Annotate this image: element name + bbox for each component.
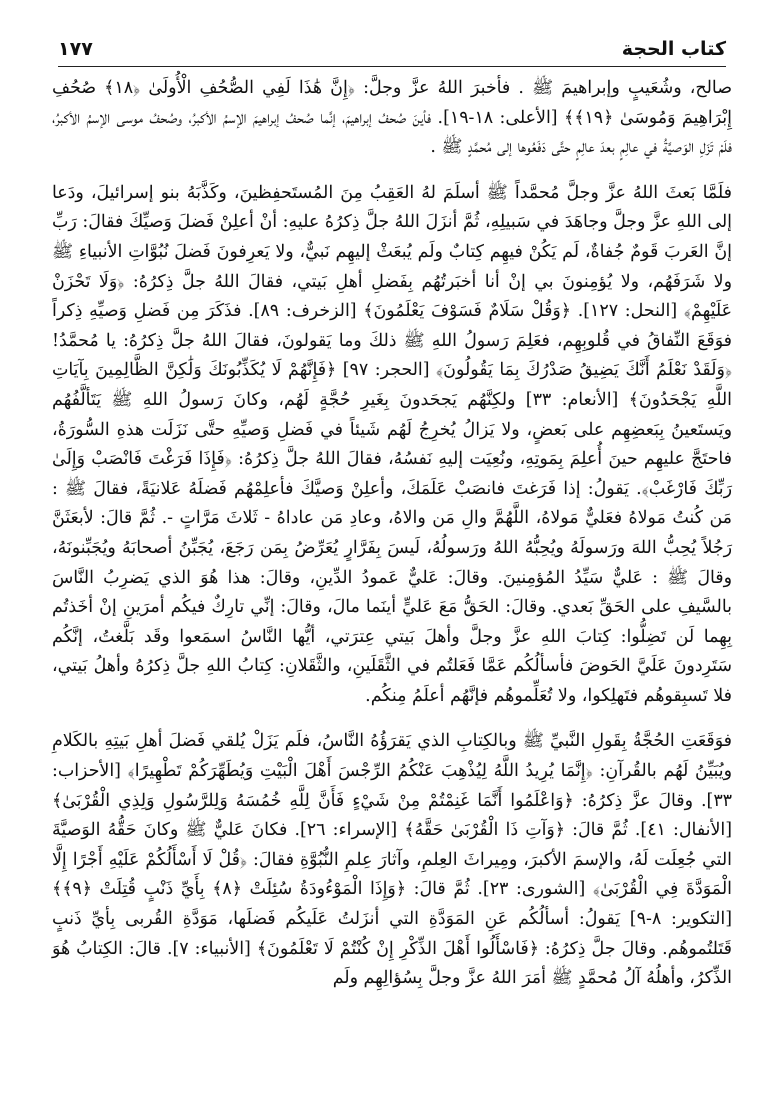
page-header <box>58 24 726 67</box>
page-number: ١٧٧ <box>58 38 93 60</box>
book-title: كتاب الحجة <box>621 38 726 60</box>
paragraph-1: صالح، وشُعَيبٍ وإبراهيمَ ﷺ . فأخبرَ اللهُ عزَّ وجلَّ: ﴿إِنَّ هَٰذَا لَفِي الصُّحُفِ الْأُولَىٰ ﴿١٨﴾ صُحُفِ إِبْرَاهِيمَ وَمُوسَىٰ ﴿١٩﴾﴾ [الأعلى: ١٨-١٩]. فأينَ صُحفُ إبراهيمَ، إنَّما صُحفُ إبراهيمَ الإسمُ الأكبرُ، وصُحفُ موسى الإسمُ الأكبرُ، فلَمْ تَزَلِ الوَصيَّةُ في عالِمٍ بعدَ عالِمٍ حتَّى دَفَعُوها إلى مُحمَّدٍ ﷺ . <box>52 78 732 158</box>
paragraph-2: فلَمَّا بَعثَ اللهُ عزَّ وجلَّ مُحمَّداً ﷺ أسلَمَ لهُ العَقِبُ مِنَ المُستَحفِظينَ، وكَذَّبَهُ بنو إسرائيلَ، ودَعا إلى اللهِ عزَّ وجلَّ وجاهَدَ في سَبيلِهِ، ثُمَّ أنزَلَ اللهُ جلَّ ذِكرُهُ عليهِ: أنْ أعلِنْ فَضلَ وَصيِّكَ فقالَ: رَبِّ إنَّ العَربَ قَومٌ جُفاةٌ، لَم يَكُنْ فيهِم كِتابٌ ولَم يُبعَثْ إليهِم نَبيٌّ، ولا يَعرِفونَ فَضلَ نُبُوَّاتِ الأنبياءِ ﷺ ولا شَرَفَهُم، ولا يُؤمِنونَ بي إنْ أنا أخبَرتُهُم بِفَضلِ أهلِ بَيتي، فقالَ اللهُ جلَّ ذِكرُهُ: ﴿وَلَا تَحْزَنْ عَلَيْهِمْ﴾ [النحل: ١٢٧]. ﴿وَقُلْ سَلَامٌ فَسَوْفَ يَعْلَمُونَ﴾ [الزخرف: ٨٩]. فذَكَرَ مِن فَضلِ وَصيِّهِ ذِكراً فوَقَعَ النِّفاقُ في قُلوبِهِم، فعَلِمَ رَسولُ اللهِ ﷺ ذلكَ وما يَقولونَ، فقالَ اللهُ جلَّ ذِكرُهُ: يا مُحمَّدُ! ﴿وَلَقَدْ نَعْلَمُ أَنَّكَ يَضِيقُ صَدْرُكَ بِمَا يَقُولُونَ﴾ [الحجر: ٩٧] ﴿فَإِنَّهُمْ لَا يُكَذِّبُونَكَ وَلَٰكِنَّ الظَّالِمِينَ بِآيَاتِ اللَّهِ يَجْحَدُونَ﴾ [الأنعام: ٣٣] ولكِنَّهُم يَجحَدونَ بِغَيرِ حُجَّةٍ لَهُم، وكانَ رَسولُ اللهِ ﷺ يَتَألَّفُهُم ويَستَعينُ بِبَعضِهِم على بَعضٍ، ولا يَزالُ يُخرِجُ لَهُم شَيئاً في فَضلِ وَصيِّهِ حتَّى نَزَلَت هذهِ السُّورَةُ، فاحتَجَّ عليهِم حينَ أُعلِمَ بِمَوتِهِ، ونُعِيَت إليهِ نَفسُهُ، فقالَ اللهُ جلَّ ذِكرُهُ: ﴿فَإِذَا فَرَغْتَ فَانْصَبْ وَإِلَىٰ رَبِّكَ فَارْغَبْ﴾. يَقولُ: إذا فَرَغتَ فانصَبْ عَلَمَكَ، وأعلِنْ وَصيَّكَ فأعلِمْهُم فَضلَهُ عَلانيَةً، فقالَ ﷺ : مَن كُنتُ مَولاهُ فعَليٌّ مَولاهُ، اللَّهُمَّ والِ مَن والاهُ، وعادِ مَن عاداهُ - ثَلاثَ مَرَّاتٍ -. ثُمَّ قالَ: لأبعَثَنَّ رَجُلاً يُحِبُّ اللهَ ورَسولَهُ ويُحِبُّهُ اللهُ ورَسولُهُ، لَيسَ بِفَرَّارٍ يُعَرِّضُ بِمَن رَجَعَ، يُجَبِّنُ أصحابَهُ ويُجَبِّنونَهُ، وقالَ ﷺ : عَليٌّ سَيِّدُ المُؤمِنينَ. وقالَ: عَليٌّ عَمودُ الدِّينِ، وقالَ: هذا هُوَ الذي يَضرِبُ النَّاسَ بالسَّيفِ على الحَقِّ بَعدي. وقالَ: الحَقُّ مَعَ عَليٍّ أينَما مالَ، وقالَ: إنِّي تارِكٌ فيكُم أمرَينِ إنْ أخَذتُم بِهِما لَن تَضِلُّوا: كِتابَ اللهِ عزَّ وجلَّ وأهلَ بَيتي عِترَتي، أيُّها النَّاسُ اسمَعوا وقَد بَلَّغتُ، إنَّكُم سَتَرِدونَ عَلَيَّ الحَوضَ فأسألُكُم عَمَّا فَعَلتُم في الثَّقَلَينِ، والثَّقَلانِ: كِتابُ اللهِ جلَّ ذِكرُهُ وأهلُ بَيتي، فلا تَسبِقوهُم فتَهلِكوا، ولا تُعَلِّموهُم فإنَّهُم أعلَمُ مِنكُم. <box>52 182 733 706</box>
page-body <box>52 74 732 1096</box>
paragraph-3: فوَقَعَتِ الحُجَّةُ بِقَولِ النَّبيِّ ﷺ وبالكِتابِ الذي يَقرَؤُهُ النَّاسُ، فلَم يَزَلْ يُلقي فَضلَ أهلِ بَيتِهِ بالكَلامِ ويُبَيِّنُ لَهُم بالقُرآنِ: ﴿إِنَّمَا يُرِيدُ اللَّهُ لِيُذْهِبَ عَنْكُمُ الرِّجْسَ أَهْلَ الْبَيْتِ وَيُطَهِّرَكُمْ تَطْهِيرًا﴾ [الأحزاب: ٣٣]. وقالَ عزَّ ذِكرُهُ: ﴿وَاعْلَمُوا أَنَّمَا غَنِمْتُمْ مِنْ شَيْءٍ فَأَنَّ لِلَّهِ خُمُسَهُ وَلِلرَّسُولِ وَلِذِي الْقُرْبَىٰ﴾ [الأنفال: ٤١]. ثُمَّ قالَ: ﴿وَآتِ ذَا الْقُرْبَىٰ حَقَّهُ﴾ [الإسراء: ٢٦]. فكانَ عَليٌّ ﷺ وكانَ حَقُّهُ الوَصيَّةَ التي جُعِلَت لَهُ، والإسمَ الأكبرَ، ومِيراثَ العِلمِ، وآثارَ عِلمِ النُّبُوَّةِ فقالَ: ﴿قُلْ لَا أَسْأَلُكُمْ عَلَيْهِ أَجْرًا إِلَّا الْمَوَدَّةَ فِي الْقُرْبَىٰ﴾ [الشورى: ٢٣]. ثُمَّ قالَ: ﴿وَإِذَا الْمَوْءُودَةُ سُئِلَتْ ﴿٨﴾ بِأَيِّ ذَنْبٍ قُتِلَتْ ﴿٩﴾﴾ [التكوير: ٨-٩] يَقولُ: أسألُكُم عَنِ المَوَدَّةِ التي أنزَلتُ عَلَيكُم فَضلَها، مَوَدَّةِ القُربى بِأيِّ ذَنبٍ قَتَلتُموهُم. وقالَ جلَّ ذِكرُهُ: ﴿فَاسْأَلُوا أَهْلَ الذِّكْرِ إِنْ كُنْتُمْ لَا تَعْلَمُونَ﴾ [الأنبياء: ٧]. قالَ: الكِتابُ هُوَ الذِّكرُ، وأهلُهُ آلُ مُحمَّدٍ ﷺ أمَرَ اللهُ عزَّ وجلَّ بِسُؤالِهِم ولَم <box>52 731 733 989</box>
